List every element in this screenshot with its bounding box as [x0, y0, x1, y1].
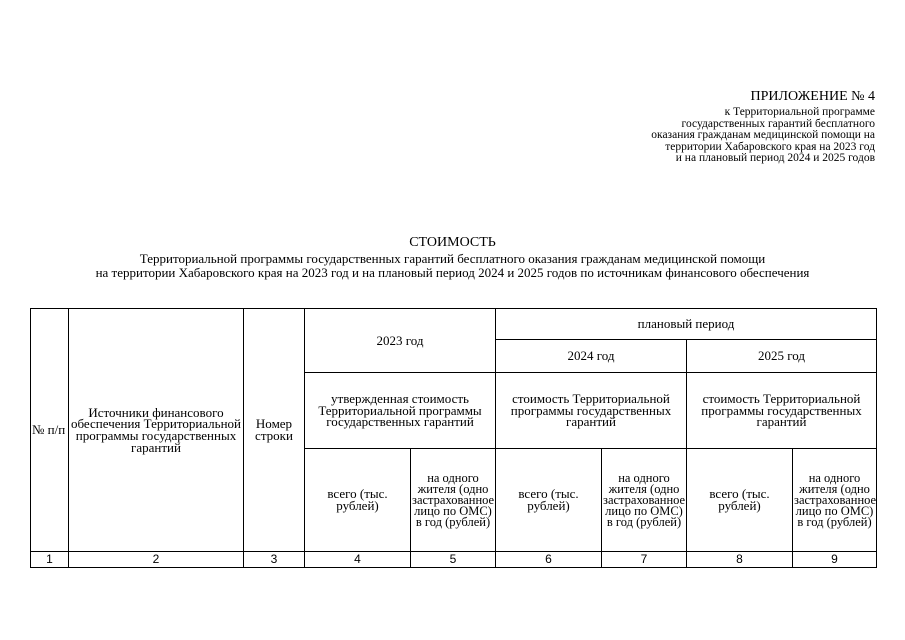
column-number: 2	[69, 552, 244, 568]
document-title: СТОИМОСТЬ	[409, 235, 496, 250]
appendix-title: ПРИЛОЖЕНИЕ № 4	[750, 89, 875, 104]
header-total-2023: всего (тыс. рублей)	[305, 449, 411, 552]
header-per-resident-2025: на одного жителя (одно застрахованное лицо по ОМС) в год (рублей)	[793, 449, 877, 552]
header-cost-2024: стоимость Территориальной программы государственных гарантий	[496, 373, 687, 449]
header-cost-2023: утвержденная стоимость Территориальной программы государственных гарантий	[305, 373, 496, 449]
document-subtitle-line: на территории Хабаровского края на 2023 год и на плановый период 2024 и 2025 годов по источникам финансового обеспечения	[95, 264, 810, 280]
header-total-2025: всего (тыс. рублей)	[687, 449, 793, 552]
document-subtitle-line: Территориальной программы государственных гарантий бесплатного оказания гражданам медицинской помощи	[139, 251, 766, 266]
appendix-line: территории Хабаровского края на 2023 год	[665, 140, 875, 153]
appendix-line: оказания гражданам медицинской помощи на	[651, 129, 875, 141]
header-source: Источники финансового обеспечения Территориальной программы государственных гарантий	[69, 309, 244, 552]
column-number: 9	[793, 552, 877, 568]
header-row-number: Номер строки	[244, 309, 305, 552]
header-per-resident-2024: на одного жителя (одно застрахованное лицо по ОМС) в год (рублей)	[602, 449, 687, 552]
header-per-resident-2023: на одного жителя (одно застрахованное лицо по ОМС) в год (рублей)	[411, 449, 496, 552]
column-number: 5	[411, 552, 496, 568]
column-number: 7	[602, 552, 687, 568]
header-planned-period: плановый период	[496, 309, 877, 340]
appendix-line: и на плановый период 2024 и 2025 годов	[675, 152, 875, 164]
appendix-line: к Территориальной программе	[724, 106, 875, 118]
column-number: 3	[244, 552, 305, 568]
column-number: 6	[496, 552, 602, 568]
column-number: 4	[305, 552, 411, 568]
appendix-block	[651, 90, 875, 165]
header-total-2024: всего (тыс. рублей)	[496, 449, 602, 552]
cost-table	[30, 308, 877, 568]
column-number: 1	[31, 552, 69, 568]
header-year-2023: 2023 год	[305, 309, 496, 373]
header-no: № п/п	[31, 309, 69, 552]
appendix-line: государственных гарантий бесплатного	[681, 117, 875, 130]
header-cost-2025: стоимость Территориальной программы государственных гарантий	[687, 373, 877, 449]
header-year-2025: 2025 год	[687, 340, 877, 373]
column-number: 8	[687, 552, 793, 568]
header-year-2024: 2024 год	[496, 340, 687, 373]
document-subtitle	[0, 252, 905, 279]
